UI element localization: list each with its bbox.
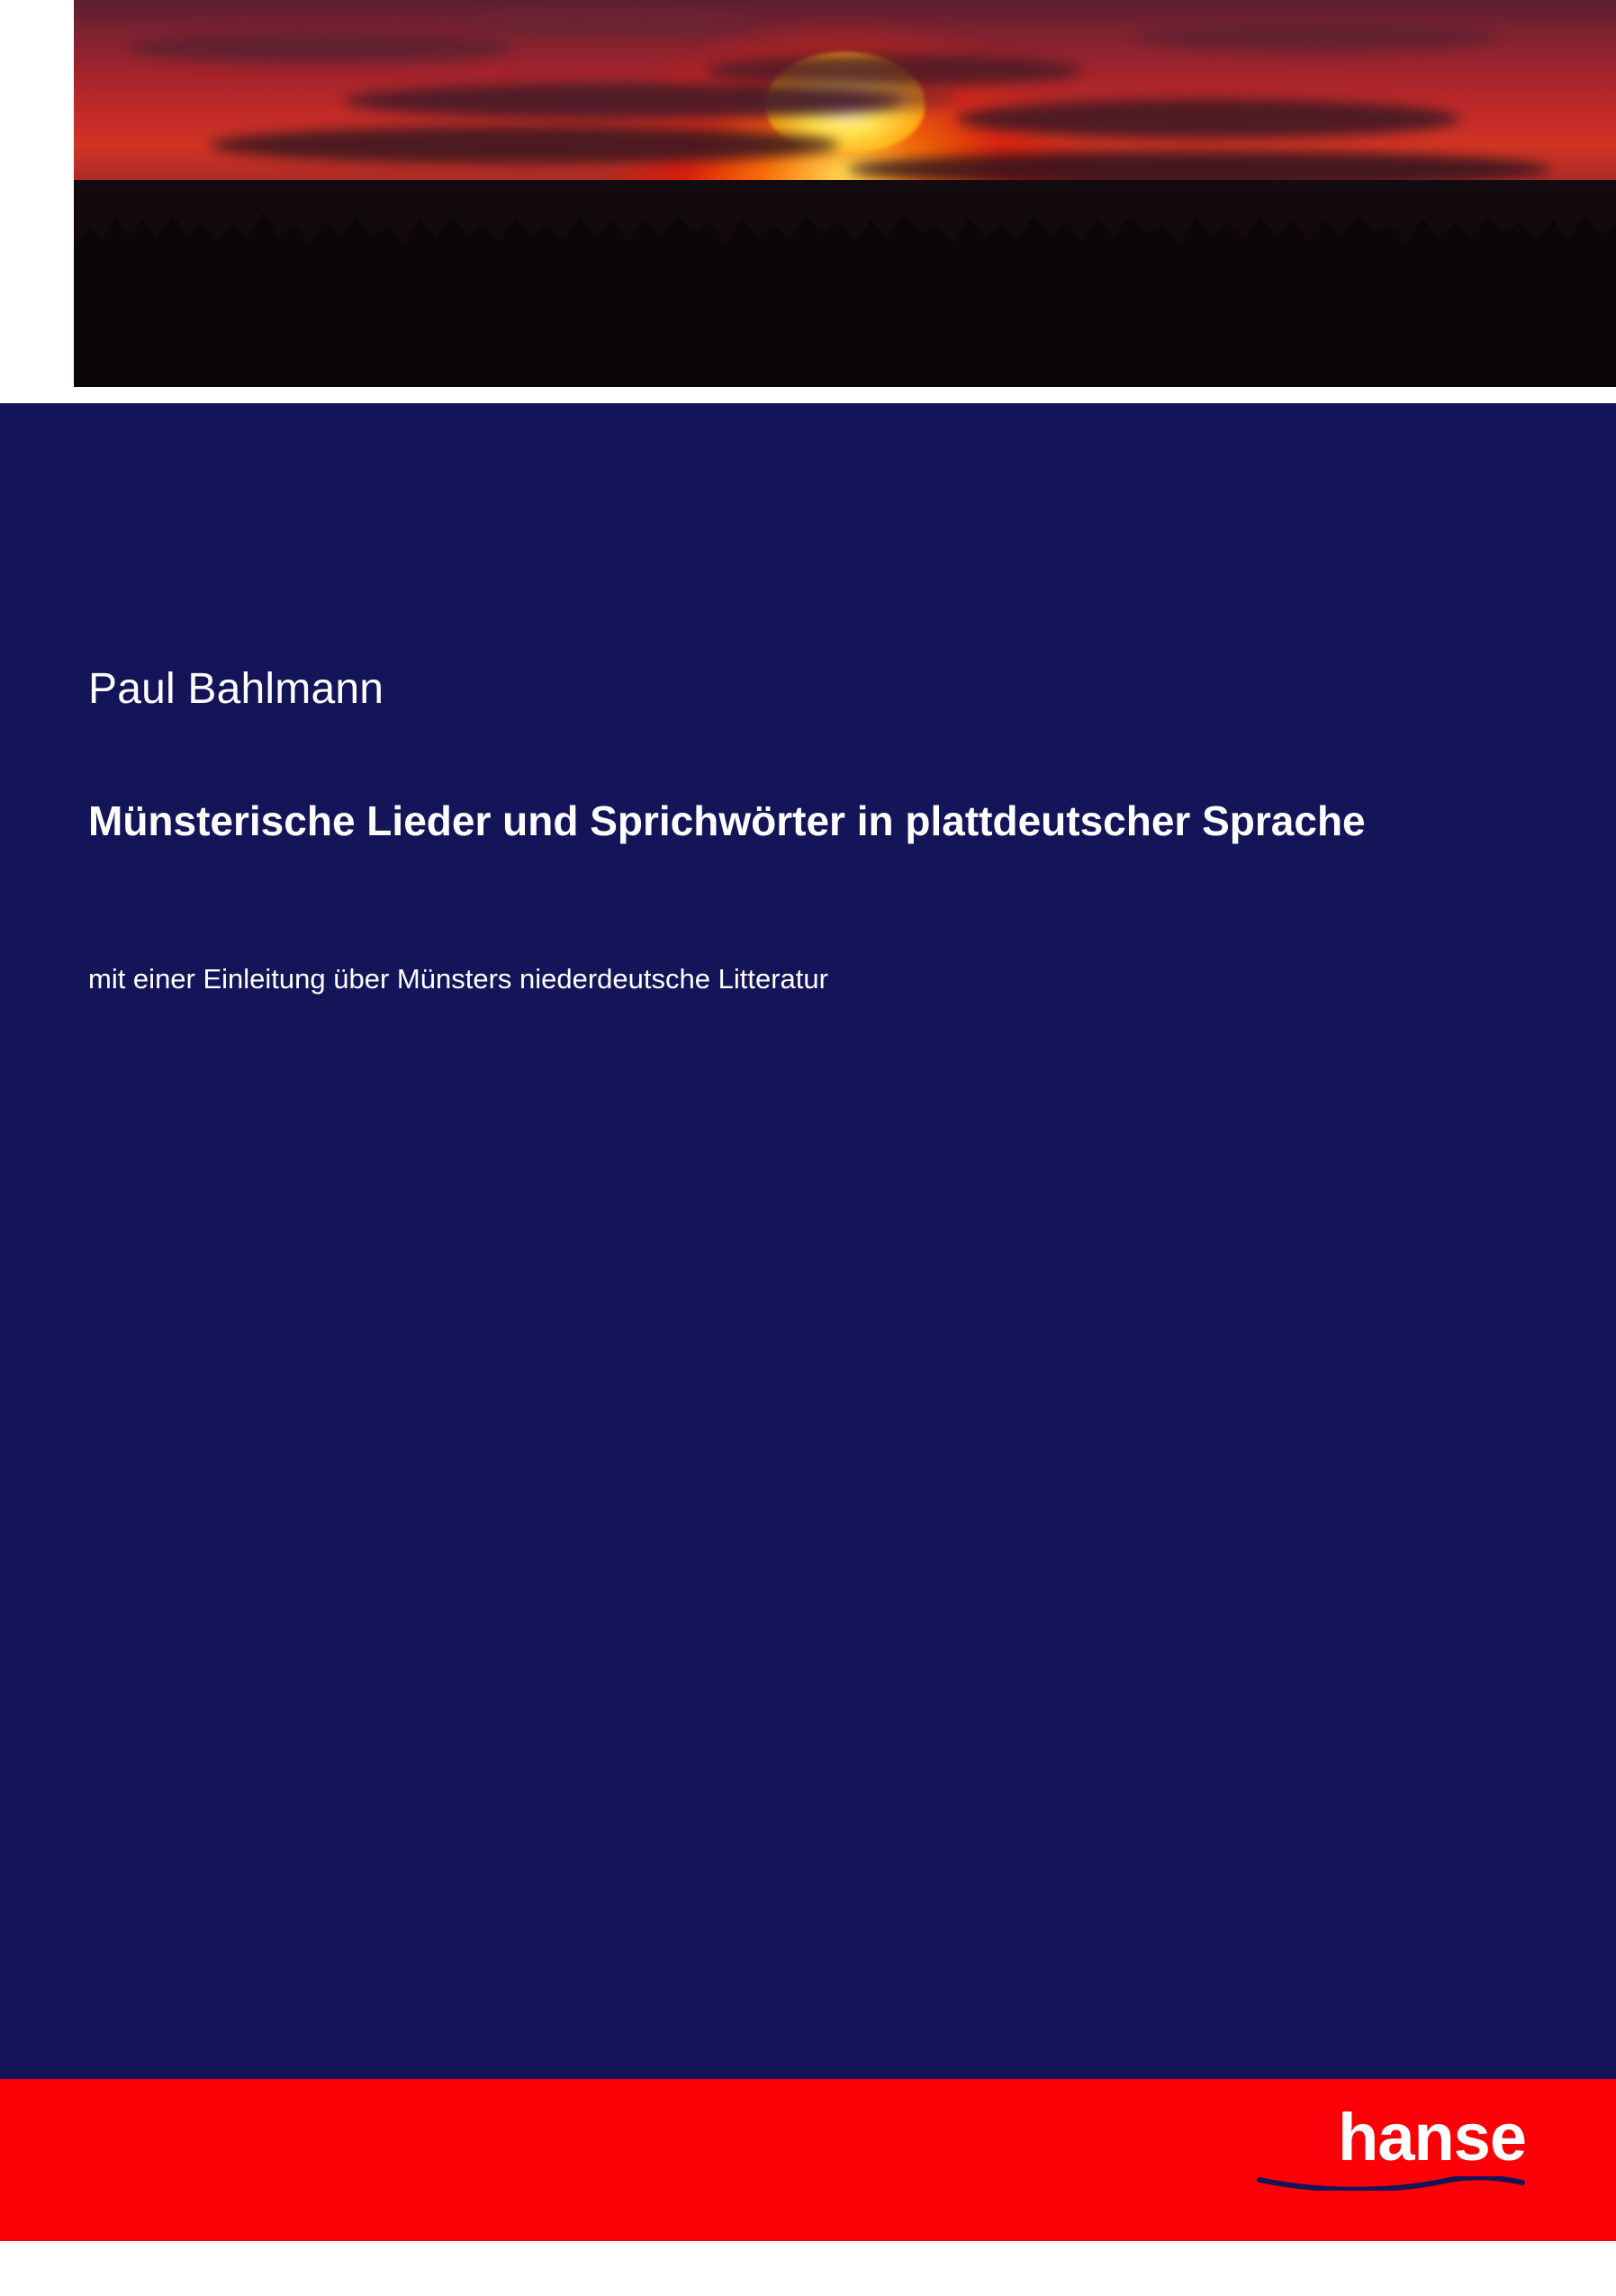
- cloud: [956, 99, 1460, 139]
- publisher-footer-bar: [0, 2079, 1616, 2241]
- treeline-silhouette: [74, 180, 1616, 387]
- cloud: [1136, 23, 1496, 50]
- cloud: [461, 13, 758, 36]
- book-subtitle: mit einer Einleitung über Münsters niederdeutsche Litteratur: [88, 963, 828, 995]
- cover-bottom-margin: [0, 2241, 1616, 2296]
- cloud: [128, 32, 515, 63]
- cover-title-panel: [0, 403, 1616, 2079]
- logo-swoosh-icon: [1256, 2176, 1526, 2191]
- publisher-logo: [1256, 2100, 1526, 2191]
- cover-photo-bottom-margin: [74, 387, 1616, 403]
- cover-photo: [74, 0, 1616, 387]
- cloud: [704, 54, 1082, 86]
- publisher-name: hanse: [1338, 2100, 1526, 2174]
- cloud: [209, 126, 839, 164]
- cloud: [344, 83, 902, 119]
- book-title: Münsterische Lieder und Sprichwörter in plattdeutscher Sprache: [88, 797, 1366, 844]
- cover-left-margin: [0, 0, 74, 403]
- author-name: Paul Bahlmann: [88, 665, 384, 713]
